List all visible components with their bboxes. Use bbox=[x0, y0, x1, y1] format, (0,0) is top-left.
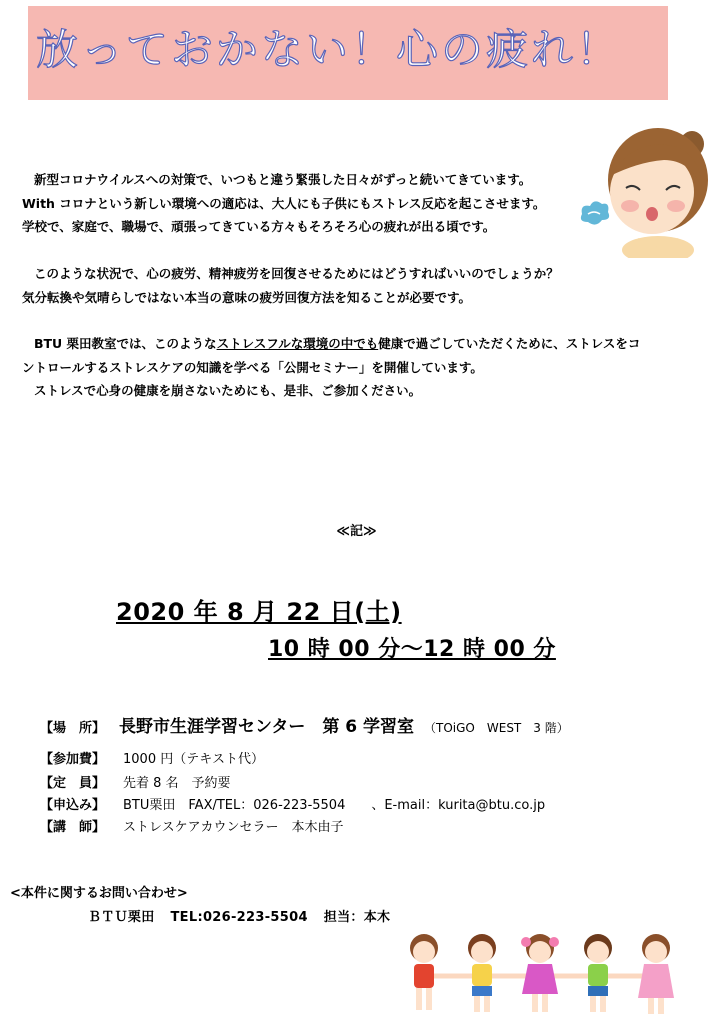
capacity-row bbox=[40, 772, 231, 791]
lecturer-label: 【講 師】 bbox=[40, 820, 106, 835]
intro-paragraph bbox=[22, 168, 702, 239]
contact-person: 担当：本木 bbox=[323, 910, 391, 925]
apply-label: 【申込み】 bbox=[40, 798, 106, 813]
question-paragraph bbox=[22, 262, 702, 309]
fee-value: 1000 円（テキスト代） bbox=[123, 752, 264, 767]
children-holding-hands-icon bbox=[400, 930, 690, 1022]
event-date: 2020 年 8 月 22 日(土) bbox=[116, 598, 402, 626]
capacity-value: 先着 8 名 予約要 bbox=[123, 776, 231, 791]
venue-row bbox=[40, 712, 569, 737]
intro-line: 新型コロナウイルスへの対策で、いつもと違う緊張した日々がずっと続いてきています。 bbox=[34, 172, 532, 187]
question-line: 気分転換や気晴らしではない本当の意味の疲労回復方法を知ることが必要です。 bbox=[22, 289, 472, 305]
contact-tel: TEL:026-223-5504 bbox=[170, 910, 308, 925]
venue-note: （TOiGO WEST 3 階） bbox=[424, 721, 569, 735]
question-line: このような状況で、心の疲労、精神疲労を回復させるためにはどうすればいいのでしょうか？ bbox=[34, 266, 559, 281]
contact-heading: <本件に関するお問い合わせ> bbox=[10, 886, 188, 901]
seminar-text: 健康で過ごしていただくために、ストレスをコ bbox=[378, 336, 641, 351]
lecturer-value: ストレスケアカウンセラー 本木由子 bbox=[123, 820, 344, 835]
seminar-paragraph bbox=[22, 332, 702, 403]
venue-value: 長野市生涯学習センター 第 6 学習室 bbox=[119, 717, 415, 737]
record-heading: ≪記≫ bbox=[336, 524, 377, 539]
contact-org: ＢＴＵ栗田 bbox=[88, 910, 155, 925]
seminar-text: BTU 栗田教室では、このような bbox=[34, 336, 217, 351]
seminar-line: ストレスで心身の健康を崩さないためにも、是非、ご参加ください。 bbox=[34, 383, 422, 398]
venue-label: 【場 所】 bbox=[40, 721, 106, 736]
fee-label: 【参加費】 bbox=[40, 752, 106, 767]
contact-line bbox=[88, 906, 406, 925]
event-time: 10 時 00 分〜12 時 00 分 bbox=[268, 637, 556, 662]
apply-row bbox=[40, 794, 545, 813]
fee-row bbox=[40, 748, 264, 767]
intro-line: With コロナという新しい環境への適応は、大人にも子供にもストレス反応を起こさせます。 bbox=[22, 195, 546, 211]
intro-line: 学校で、家庭で、職場で、頑張ってきている方々もそろそろ心の疲れが出る頃です。 bbox=[22, 219, 496, 234]
apply-value: BTU栗田 FAX/TEL：026-223-5504 、E-mail：kurita@btu.co.jp bbox=[123, 798, 546, 813]
seminar-line bbox=[22, 332, 702, 356]
page-title: 放っておかない！心の疲れ！ bbox=[36, 25, 622, 74]
underlined-text: ストレスフルな環境の中でも bbox=[216, 336, 379, 351]
capacity-label: 【定 員】 bbox=[40, 776, 106, 791]
lecturer-row bbox=[40, 816, 344, 835]
seminar-line: ントロールするストレスケアの知識を学べる「公開セミナー」を開催しています。 bbox=[22, 359, 483, 375]
